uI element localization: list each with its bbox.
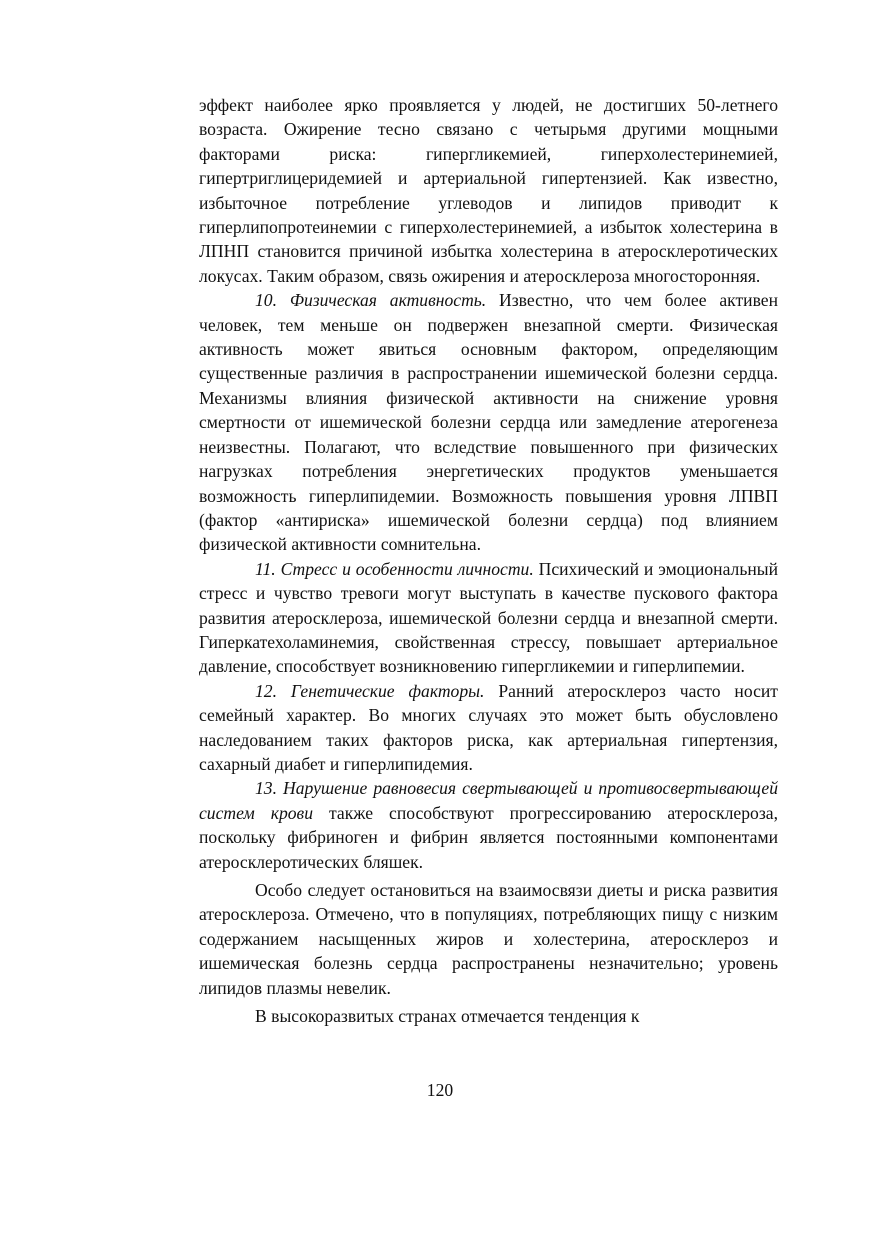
paragraph-text: В высокоразвитых странах отмечается тенденция к — [255, 1006, 640, 1027]
paragraph-stress — [199, 557, 778, 679]
paragraph-genetic-factors — [199, 679, 778, 777]
paragraph-developed-countries — [199, 1004, 778, 1028]
paragraph-heading: 13. Нарушение равновесия свертывающей и противосвертывающей систем крови — [199, 778, 778, 823]
paragraph-obesity-continued — [199, 93, 778, 288]
paragraph-heading: 10. Физическая активность. — [255, 290, 487, 311]
paragraph-heading: 12. Генетические факторы. — [255, 680, 485, 701]
paragraph-text: эффект наиболее ярко проявляется у людей, не достигших 50-летнего возраста. Ожирение тесно связано с четырьмя другими мощными факторами риска: гипергликемией, гиперхолестеринемией, гипертриглицеридемией и артериальной гипертензией. Как известно, избыточное потребление углеводов и липидов приводит к гиперлипопротеинемии с гиперхолестеринемией, а избыток холестерина в ЛПНП становится причиной избытка холестерина в атеросклеротических локусах. Таким образом, связь ожирения и атеросклероза многосторонняя. — [199, 95, 778, 286]
page-number: 120 — [426, 1080, 454, 1100]
paragraph-text: Психический и эмоциональный стресс и чувство тревоги могут выступать в качестве пускового фактора развития атеросклероза, ишемической болезни сердца и внезапной смерти. Гиперкатехоламинемия, свойственная стрессу, повышает артериальное давление, способствует возникновению гипергликемии и гиперлипемии. — [199, 558, 778, 677]
paragraph-coagulation — [199, 776, 778, 874]
page-body — [199, 93, 778, 1028]
paragraph-text: Известно, что чем более активен человек, тем меньше он подвержен внезапной смерти. Физическая активность может явиться основным фактором, определяющим существенные различия в распространении ишемической болезни сердца. Механизмы влияния физической активности на снижение уровня смертности от ишемической болезни сердца или замедление атерогенеза неизвестны. Полагают, что вследствие повышенного при физических нагрузках потребления энергетических продуктов уменьшается возможность гиперлипидемии. Возможность повышения уровня ЛПВП (фактор «антириска» ишемической болезни сердца) под влиянием физической активности сомнительна. — [199, 290, 779, 555]
paragraph-text: Особо следует остановиться на взаимосвязи диеты и риска развития атеросклероза. Отмечено, что в популяциях, потребляющих пищу с низким содержанием насыщенных жиров и холестерина, атеросклероз и ишемическая болезнь сердца распространены незначительно; уровень липидов плазмы невелик. — [199, 880, 778, 998]
paragraph-text: также способствуют прогрессированию атеросклероза, поскольку фибриноген и фибрин является постоянными компонентами атеросклеротических бляшек. — [199, 802, 778, 872]
paragraph-text: Ранний атеросклероз часто носит семейный характер. Во многих случаях это может быть обусловлено наследованием таких факторов риска, как артериальная гипертензия, сахарный диабет и гиперлипидемия. — [199, 680, 778, 774]
paragraph-diet — [199, 878, 778, 1000]
paragraph-physical-activity — [199, 288, 778, 556]
paragraph-heading: 11. Стресс и особенности личности. — [255, 558, 534, 579]
